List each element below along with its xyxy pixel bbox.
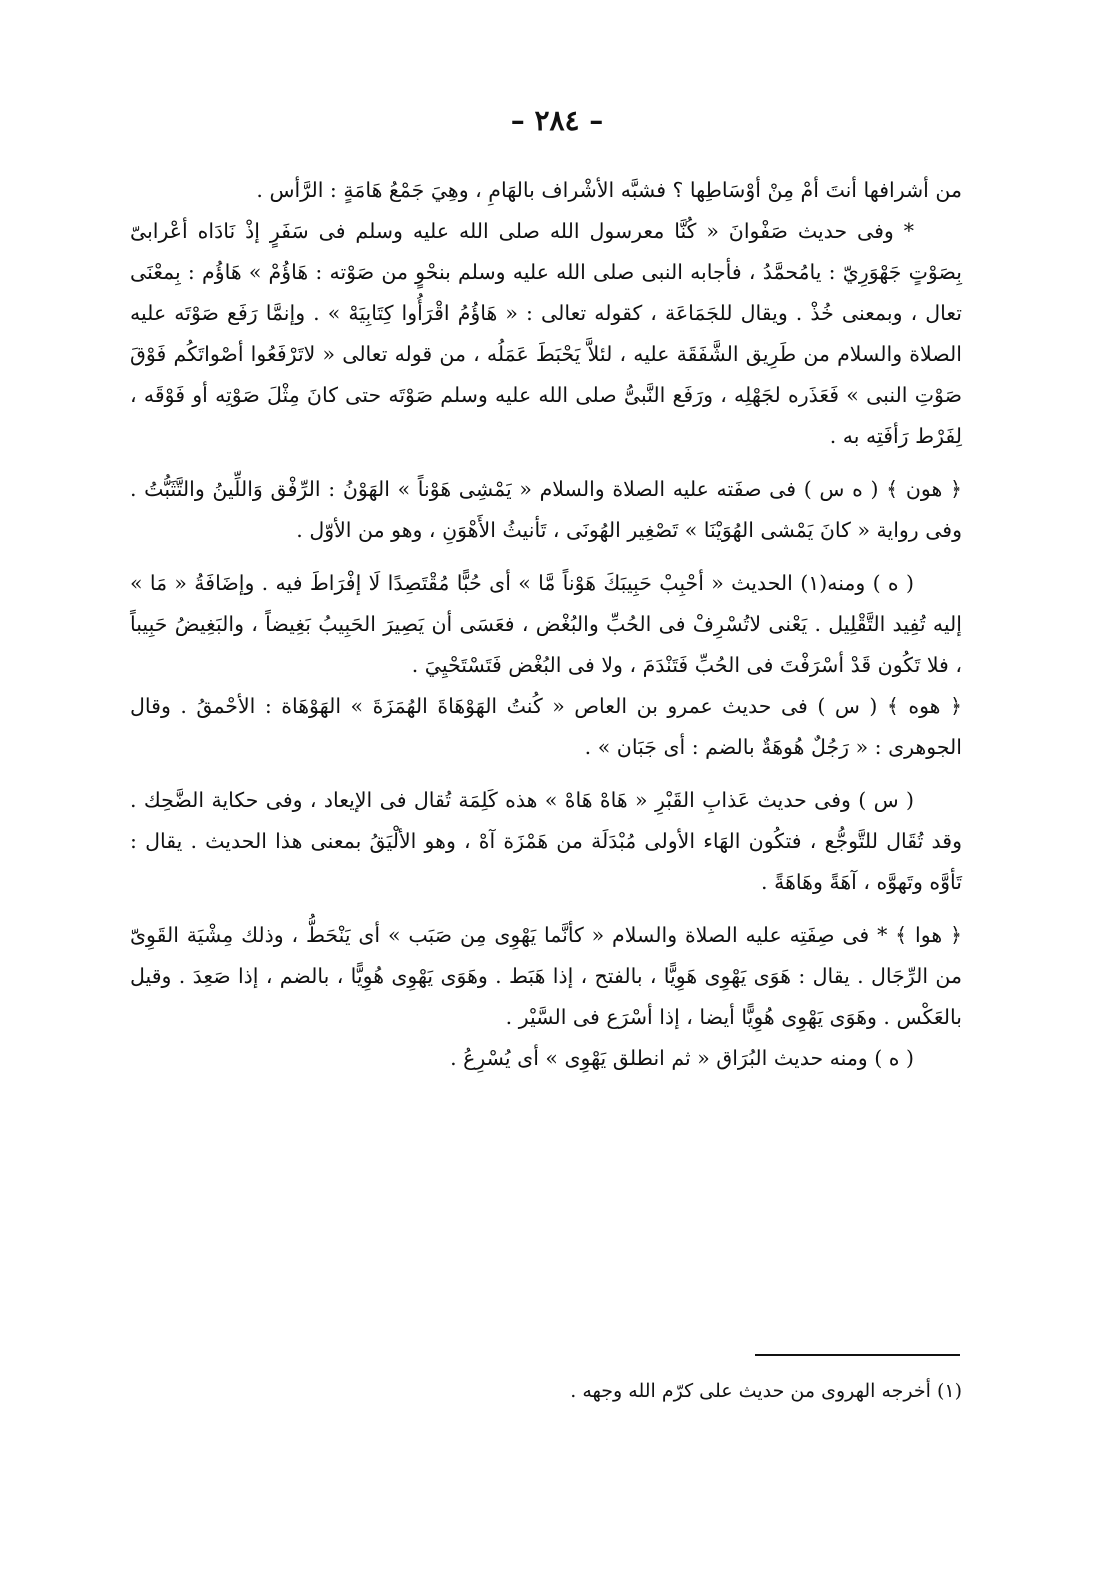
- paragraph: ( ه ) ومنه حديث البُرَاق « ثم انطلق يَهْوِى » أى يُسْرِعُ .: [450, 1046, 914, 1070]
- footnote-divider: [755, 1354, 960, 1356]
- paragraph: من أشرافها أنتَ أمْ مِنْ أوْسَاطِها ؟ فشبَّه الأشْراف بالهَامِ ، وهِيَ جَمْعُ هَامَةٍ : الرَّأس .: [256, 178, 962, 202]
- main-text: [130, 170, 962, 1079]
- footnote: (١) أخرجه الهروى من حديث على كرّم الله وجهه .: [570, 1380, 962, 1402]
- entry-paragraph: ﴿ هون ﴾ ( ه س ) فى صفَته عليه الصلاة والسلام « يَمْشِى هَوْناً » الهَوْنُ : الرِّفْق وَاللِّينُ والتَّثَبُّتُ . وفى رواية « كانَ يَمْشى الهُوَيْنَا » تَصْغِير الهُونَى ، تَأنيثُ الأَهْوَنِ ، وهو من الأوّل .: [130, 477, 962, 542]
- entry-paragraph: ﴿ هوه ﴾ ( س ) فى حديث عمرو بن العاص « كُنتُ الهَوْهَاةَ الهُمَزَةَ » الهَوْهَاة : الأحْمقُ . وقال الجوهرى : « رَجُلٌ هُوهَةٌ بالضم : أى جَبَان » .: [130, 694, 962, 759]
- paragraph: ( س ) وفى حديث عَذابِ القَبْرِ « هَاهْ هَاهْ » هذه كَلِمَة تُقال فى الإيعاد ، وفى حكاية الضَّحِك . وقد تُقَال للتَّوجُّع ، فتكُون الهَاء الأولى مُبْدَلَة من هَمْزَة آهْ ، وهو الألْيَقُ بمعنى هذا الحديث . يقال : تَأوَّه وتَهوَّه ، آهَةً وهَاهَةً .: [130, 788, 962, 894]
- paragraph: * وفى حديث صَفْوانَ « كُنَّا معرسول الله صلى الله عليه وسلم فى سَفَرٍ إذْ نَادَاه أعْرابىّ بِصَوْتٍ جَهْوَرِيّ : يامُحمَّدُ ، فأجابه النبى صلى الله عليه وسلم بنحْوٍ من صَوْته : هَاؤُمْ » هَاؤُم : بِمعْنَى تعال ، وبمعنى خُذْ . ويقال للجَمَاعَة ، كقوله تعالى : « هَاؤُمُ اقْرَأُوا كِتَابِيَهْ » . وإنمَّا رَفَع صَوْتَه عليه الصلاة والسلام من طَرِيق الشَّفَقَة عليه ، لئلاَّ يَحْبَطَ عَمَلُه ، من قوله تعالى « لاتَرْفَعُوا أصْواتَكُم فَوْقَ صَوْتِ النبى » فَعَذَره لجَهْلِه ، ورَفَع النَّبىُّ صلى الله عليه وسلم صَوْتَه حتى كانَ مِثْلَ صَوْتِه أو فَوْقَه ، لِفَرْط رَأفَتِه به .: [130, 219, 962, 448]
- paragraph: ( ه ) ومنه(١) الحديث « أحْبِبْ حَبِيبَكَ هَوْناً مَّا » أى حُبًّا مُقْتَصِدًا لَا إفْرَاطَ فيه . وإضَافَةُ « مَا » إليه تُفِيد التَّقْلِيل . يَعْنى لاتُسْرِفْ فى الحُبِّ والبُغْض ، فعَسَى أن يَصِيرَ الحَبِيبُ بَغِيضاً ، والبَغِيضُ حَبِيباً ، فلا تَكُون قَدْ أسْرَفْتَ فى الحُبِّ فَتَنْدَمَ ، ولا فى البُغْض فَتَسْتَحْيِيَ .: [130, 571, 962, 677]
- entry-paragraph: ﴿ هوا ﴾ * فى صِفَتِه عليه الصلاة والسلام « كأنَّما يَهْوِى مِن صَبَب » أى يَنْحَطُّ ، وذلك مِشْيَة القَوِىّ من الرِّجَال . يقال : هَوَى يَهْوِى هَوِيًّا ، بالفتح ، إذا هَبَط . وهَوَى يَهْوِى هُوِيًّا ، بالضم ، إذا صَعِدَ . وقيل بالعَكْس . وهَوَى يَهْوِى هُوِيًّا أيضا ، إذا أسْرَع فى السَّيْر .: [130, 923, 962, 1029]
- page-number: – ٢٨٤ –: [510, 104, 604, 137]
